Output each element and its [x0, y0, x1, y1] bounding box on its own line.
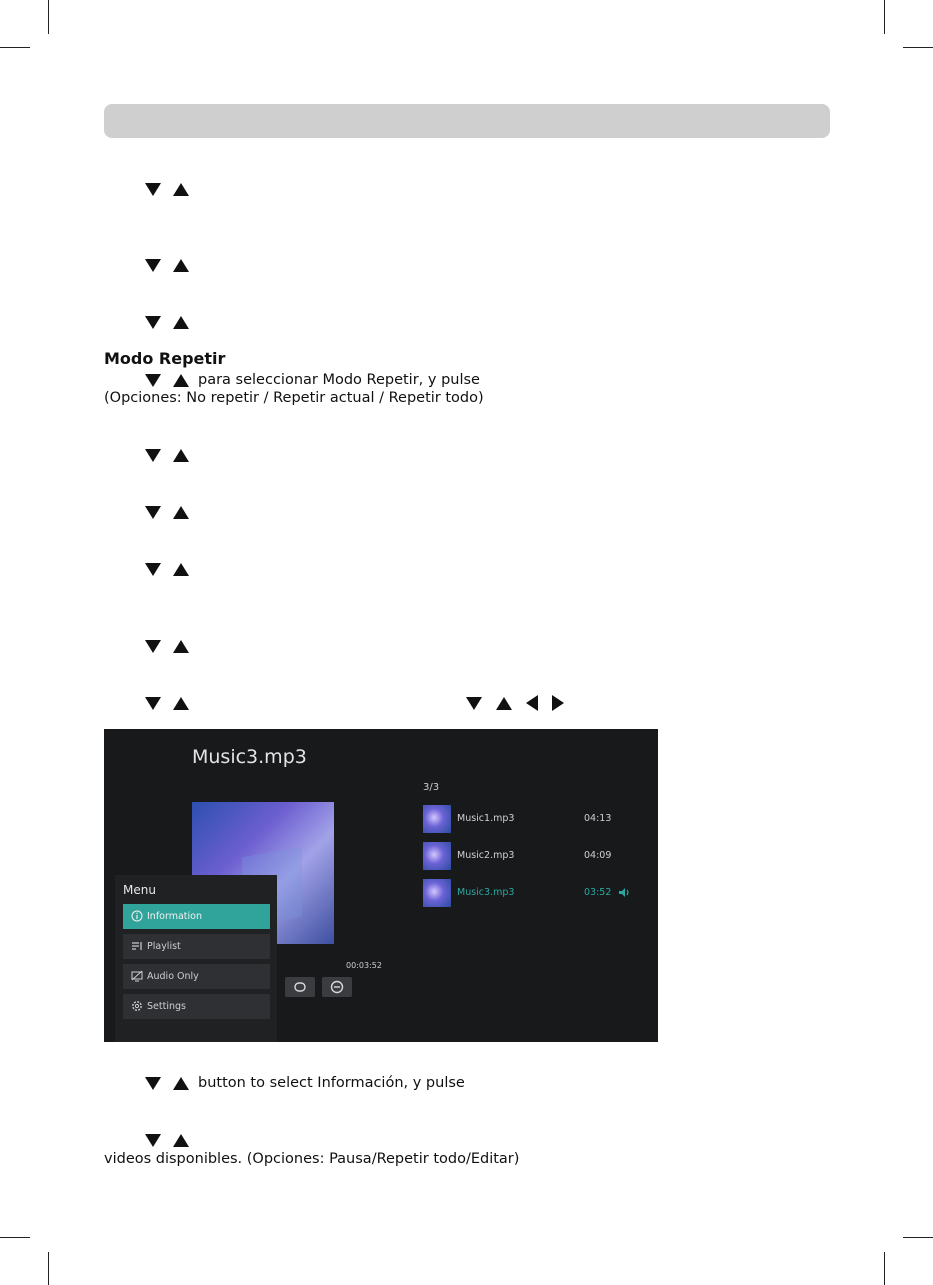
- menu-item-label: Settings: [147, 1001, 186, 1012]
- down-arrow-icon: [466, 697, 482, 710]
- settings-icon: [131, 1000, 143, 1012]
- crop-mark: [884, 0, 885, 34]
- options-text: (Opciones: No repetir / Repetir actual / Repetir todo): [104, 390, 484, 406]
- up-arrow-icon: [173, 316, 189, 329]
- right-arrow-icon: [552, 695, 564, 711]
- playlist-item[interactable]: [423, 879, 633, 907]
- down-arrow-icon: [145, 697, 161, 710]
- elapsed-time: 00:03:52: [346, 961, 382, 970]
- playlist-item[interactable]: [423, 842, 633, 870]
- nav-arrows: [145, 694, 189, 712]
- up-arrow-icon: [173, 1077, 189, 1090]
- footer-text: videos disponibles. (Opciones: Pausa/Repetir todo/Editar): [104, 1151, 520, 1167]
- down-arrow-icon: [145, 640, 161, 653]
- instruction-text: button to select Información, y pulse: [198, 1075, 465, 1091]
- up-arrow-icon: [496, 697, 512, 710]
- nav-arrows: [145, 180, 189, 198]
- tv-screen: [104, 729, 658, 1042]
- up-arrow-icon: [173, 697, 189, 710]
- nav-arrows: [145, 371, 189, 389]
- track-title: Music3.mp3: [192, 746, 307, 768]
- nav-arrows: [145, 503, 189, 521]
- up-arrow-icon: [173, 506, 189, 519]
- options-menu: [115, 875, 277, 1042]
- crop-mark: [903, 47, 933, 48]
- down-arrow-icon: [145, 563, 161, 576]
- down-arrow-icon: [145, 449, 161, 462]
- nav-arrows: [145, 1074, 189, 1092]
- menu-item-playlist[interactable]: [123, 934, 270, 959]
- up-arrow-icon: [173, 1134, 189, 1147]
- crop-mark: [903, 1237, 933, 1238]
- repeat-icon: [293, 980, 307, 994]
- nav-arrows: [145, 446, 189, 464]
- nav-arrows: [145, 313, 189, 331]
- nav-arrows: [145, 637, 189, 655]
- instruction-text: para seleccionar Modo Repetir, y pulse: [198, 372, 480, 388]
- menu-item-information[interactable]: [123, 904, 270, 929]
- menu-item-label: Information: [147, 911, 202, 922]
- menu-item-audio-only[interactable]: [123, 964, 270, 989]
- up-arrow-icon: [173, 640, 189, 653]
- info-icon: [131, 910, 143, 922]
- section-heading: Modo Repetir: [104, 349, 226, 368]
- track-duration: 04:13: [584, 813, 612, 824]
- down-arrow-icon: [145, 1077, 161, 1090]
- track-name: Music3.mp3: [457, 887, 515, 898]
- playlist-item[interactable]: [423, 805, 633, 833]
- down-arrow-icon: [145, 506, 161, 519]
- playlist-icon: [131, 940, 143, 952]
- direction-arrows: [466, 694, 564, 712]
- minus-circle-icon: [330, 980, 344, 994]
- audio-only-icon: [131, 970, 143, 982]
- menu-title: Menu: [123, 883, 156, 897]
- track-name: Music1.mp3: [457, 813, 515, 824]
- track-thumbnail: [423, 842, 451, 870]
- down-arrow-icon: [145, 183, 161, 196]
- crop-mark: [884, 1252, 885, 1285]
- left-arrow-icon: [526, 695, 538, 711]
- up-arrow-icon: [173, 183, 189, 196]
- track-duration: 04:09: [584, 850, 612, 861]
- crop-mark: [0, 47, 30, 48]
- track-duration: 03:52: [584, 887, 612, 898]
- up-arrow-icon: [173, 563, 189, 576]
- track-thumbnail: [423, 879, 451, 907]
- nav-arrows: [145, 560, 189, 578]
- nav-arrows: [145, 256, 189, 274]
- menu-item-label: Audio Only: [147, 971, 199, 982]
- down-arrow-icon: [145, 316, 161, 329]
- up-arrow-icon: [173, 374, 189, 387]
- down-arrow-icon: [145, 1134, 161, 1147]
- nav-arrows: [145, 1131, 189, 1149]
- track-counter: 3/3: [423, 782, 440, 793]
- crop-mark: [48, 1252, 49, 1285]
- track-thumbnail: [423, 805, 451, 833]
- menu-item-settings[interactable]: [123, 994, 270, 1019]
- stop-button[interactable]: [322, 977, 352, 997]
- down-arrow-icon: [145, 259, 161, 272]
- track-name: Music2.mp3: [457, 850, 515, 861]
- down-arrow-icon: [145, 374, 161, 387]
- crop-mark: [48, 0, 49, 34]
- repeat-button[interactable]: [285, 977, 315, 997]
- speaker-icon: [618, 887, 630, 898]
- up-arrow-icon: [173, 449, 189, 462]
- section-header-bar: [104, 104, 830, 138]
- menu-item-label: Playlist: [147, 941, 181, 952]
- up-arrow-icon: [173, 259, 189, 272]
- crop-mark: [0, 1237, 30, 1238]
